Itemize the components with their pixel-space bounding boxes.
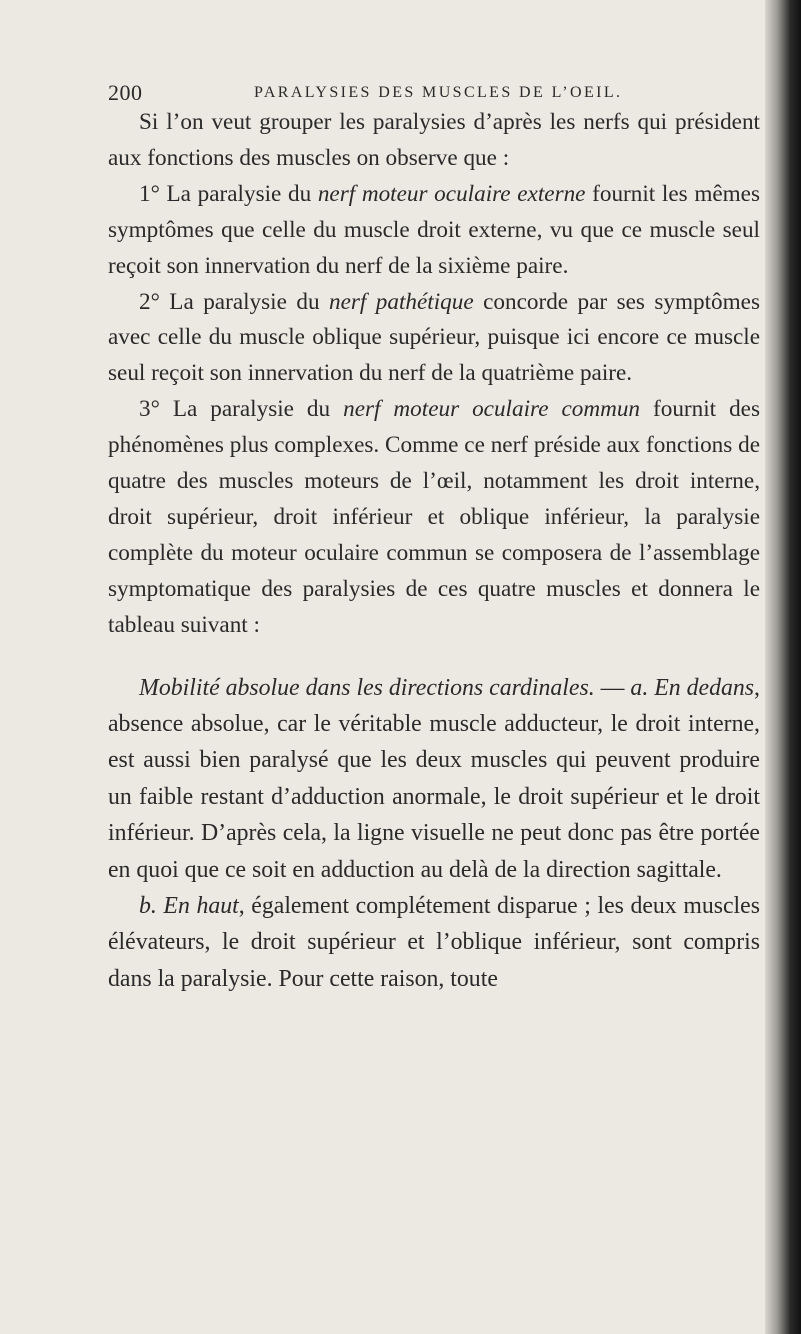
section-a-text: , absence absolue, car le véritable muscle adducteur, le droit interne, est aussi bien paralysé que les deux muscles qui peuvent produire un faible restant d’adduction anormale, le droit supérieur et le droit inférieur. D’après cela, la ligne visuelle ne peut donc pas être portée en quoi que ce soit en adduction au delà de la direction sagittale. bbox=[108, 674, 760, 883]
section-dash: — bbox=[594, 674, 631, 701]
item-2-text: concorde par ses symptômes avec celle du muscle oblique supérieur, puisque ici encore ce muscle seul reçoit son innervation du nerf de la quatrième paire. bbox=[108, 288, 761, 387]
item-3-text: fournit des phénomènes plus complexes. Comme ce nerf préside aux fonctions de quatre des muscles moteurs de l’œil, notamment les droit interne, droit supérieur, droit inférieur et oblique inférieur, la paralysie complète du moteur oculaire commun se composera de l’assemblage symptomatique des paralysies de ces quatre muscles et donnera le tableau suivant : bbox=[108, 396, 760, 638]
section-a-label: a. En dedans bbox=[630, 674, 755, 701]
section-heading: Mobilité absolue dans les directions cardinales. bbox=[139, 674, 595, 701]
item-3-nerve-name: nerf moteur oculaire commun bbox=[343, 396, 641, 423]
section-b-label: b. En haut bbox=[139, 893, 239, 920]
item-1-paragraph bbox=[108, 177, 760, 285]
page-number: 200 bbox=[108, 80, 143, 105]
item-1-nerve-name: nerf moteur oculaire externe bbox=[317, 180, 586, 207]
item-2-nerve-name: nerf pathétique bbox=[328, 288, 474, 315]
item-1-prefix: 1° La paralysie du bbox=[139, 180, 318, 207]
page-body bbox=[108, 105, 760, 997]
item-3-paragraph bbox=[108, 392, 760, 643]
item-2-paragraph bbox=[108, 285, 760, 393]
item-2-prefix: 2° La paralysie du bbox=[139, 288, 329, 315]
section-gap bbox=[108, 644, 760, 670]
intro-paragraph: Si l’on veut grouper les paralysies d’après les nerfs qui président aux fonctions des muscles on observe que : bbox=[108, 109, 760, 171]
item-1-text: fournit les mêmes symptômes que celle du muscle droit externe, vu que ce muscle seul reçoit son innervation du nerf de la sixième paire. bbox=[108, 180, 760, 279]
book-spine-shadow bbox=[765, 0, 801, 1334]
section-b-text: , également complétement disparue ; les deux muscles élévateurs, le droit supérieur et l’oblique inférieur, sont compris dans la paralysie. Pour cette raison, toute bbox=[108, 893, 760, 992]
section-b-paragraph bbox=[108, 888, 760, 997]
item-3-prefix: 3° La paralysie du bbox=[139, 396, 344, 423]
section-a-paragraph bbox=[108, 670, 760, 888]
running-head: PARALYSIES DES MUSCLES DE L’OEIL. bbox=[254, 84, 623, 101]
